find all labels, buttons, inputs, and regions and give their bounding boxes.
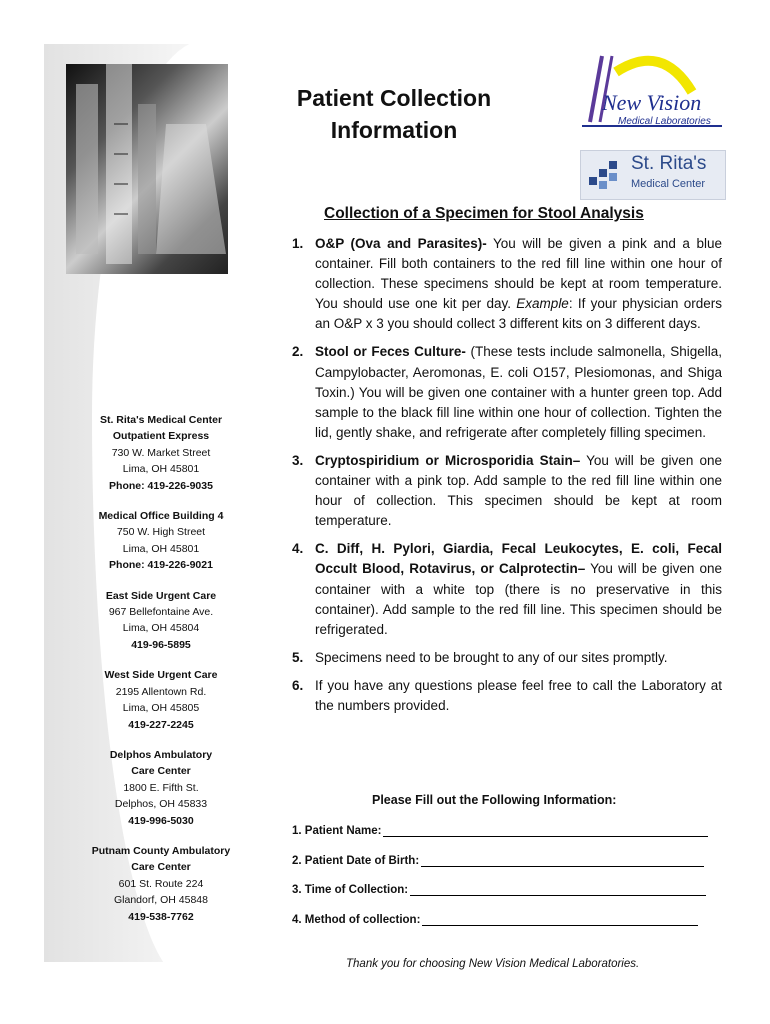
- site-contact: [86, 508, 236, 574]
- site-city: Lima, OH 45805: [122, 702, 200, 715]
- item-body-2: : If your physician orders an O&P x 3 you should collect 3 different kits on 3 different days.: [315, 296, 722, 332]
- logo-text-medical-center: Medical Center: [631, 178, 705, 190]
- site-name: Medical Office Building 4: [98, 510, 224, 523]
- page-title-line2: Information: [330, 117, 458, 143]
- item-body: (These tests include salmonella, Shigella, Campylobacter, Aeromonas, E. coli O157, Plesiomonas, and Shiga Toxin.) You will be given one container with a hunter green top. Add sample to the black fill line within one hour of collection. Tighten the lid, gently shake, and refrigerate after completely filling specimen.: [315, 344, 722, 440]
- site-address: 601 St. Route 224: [118, 877, 204, 890]
- site-address: 967 Bellefontaine Ave.: [108, 606, 214, 619]
- item-bold: O&P (Ova and Parasites)-: [315, 236, 487, 251]
- item-text: [315, 676, 722, 716]
- item-number: 4.: [292, 541, 304, 557]
- field-label: 2. Patient Date of Birth:: [292, 855, 420, 867]
- site-name-2: Outpatient Express: [112, 430, 210, 443]
- new-vision-logo: [572, 52, 728, 136]
- logo-text-st-ritas: St. Rita's: [631, 153, 707, 174]
- page-title-line1: Patient Collection: [296, 85, 492, 111]
- site-phone: Phone: 419-226-9035: [109, 479, 213, 492]
- list-item: [292, 648, 722, 668]
- site-name-2: Care Center: [131, 765, 191, 778]
- patient-dob-field[interactable]: [292, 854, 704, 867]
- form-title: Please Fill out the Following Information:: [372, 793, 617, 807]
- item-number: 1.: [292, 236, 304, 251]
- site-address: 730 W. Market Street: [111, 446, 211, 459]
- site-phone: 419-227-2245: [128, 718, 194, 731]
- thank-you-note: Thank you for choosing New Vision Medical Laboratories.: [346, 958, 640, 970]
- list-item: [292, 342, 722, 442]
- site-name: West Side Urgent Care: [104, 669, 218, 682]
- site-city: Lima, OH 45801: [122, 463, 200, 476]
- item-number: 3.: [292, 452, 304, 468]
- site-name: Putnam County Ambulatory: [91, 844, 231, 857]
- item-bold: Cryptospiridium or Microsporidia Stain–: [315, 452, 581, 468]
- page-title: [282, 82, 506, 146]
- site-address: 1800 E. Fifth St.: [123, 781, 199, 794]
- field-label: 3. Time of Collection:: [292, 884, 409, 896]
- fill-line[interactable]: [410, 883, 706, 896]
- item-bold: C. Diff, H. Pylori, Giardia, Fecal Leukocytes, E. coli, Fecal Occult Blood, Rotavirus, or Calprotectin–: [315, 541, 722, 577]
- site-name: Delphos Ambulatory: [109, 748, 213, 761]
- lab-glassware-image: [66, 64, 228, 274]
- logo-text-medical-laboratories: Medical Laboratories: [618, 116, 711, 127]
- item-number: 5.: [292, 649, 304, 665]
- list-item: [292, 234, 722, 334]
- site-name: St. Rita's Medical Center: [99, 414, 223, 426]
- item-text: [315, 342, 722, 442]
- site-city: Lima, OH 45801: [122, 542, 200, 555]
- site-city: Delphos, OH 45833: [114, 798, 208, 811]
- item-number: 6.: [292, 677, 304, 693]
- site-contact: [86, 843, 236, 925]
- item-italic: Example: [516, 296, 569, 312]
- site-phone: 419-96-5895: [131, 638, 191, 651]
- fill-line[interactable]: [383, 824, 708, 837]
- item-text: [315, 451, 722, 531]
- site-contact: [86, 747, 236, 829]
- site-phone: Phone: 419-226-9021: [109, 559, 213, 572]
- fill-line[interactable]: [422, 913, 698, 926]
- item-text: [315, 539, 722, 639]
- site-contact: [86, 667, 236, 733]
- site-phone: 419-538-7762: [128, 910, 194, 923]
- list-item: [292, 539, 722, 639]
- item-number: 2.: [292, 344, 304, 360]
- site-name: East Side Urgent Care: [105, 589, 217, 602]
- item-body: You will be given a pink and a blue container. Fill both containers to the red fill line within one hour of collection. These specimens should be kept at room temperature. You should use one kit per day.: [315, 236, 722, 312]
- site-address: 750 W. High Street: [116, 526, 206, 539]
- instruction-list: [292, 234, 722, 724]
- item-body: You will be given one container with a pink top. Add sample to the red fill line within one hour of collection. This specimen should be kept at room temperature.: [315, 452, 722, 529]
- patient-name-field[interactable]: [292, 824, 708, 837]
- item-bold: Stool or Feces Culture-: [315, 344, 466, 360]
- site-contact: [86, 588, 236, 654]
- item-body: If you have any questions please feel free to call the Laboratory at the numbers provided.: [315, 677, 722, 713]
- site-name-2: Care Center: [131, 861, 191, 874]
- site-address: 2195 Allentown Rd.: [115, 685, 207, 698]
- list-item: [292, 451, 722, 531]
- site-phone: 419-996-5030: [128, 814, 194, 827]
- field-label: 4. Method of collection:: [292, 914, 421, 926]
- collection-method-field[interactable]: [292, 913, 698, 926]
- site-contact-list: [86, 412, 236, 939]
- site-city: Glandorf, OH 45848: [114, 894, 208, 907]
- item-text: [315, 234, 722, 334]
- section-heading: Collection of a Specimen for Stool Analysis: [324, 205, 644, 222]
- st-ritas-icon: [585, 153, 629, 197]
- item-text: [315, 648, 722, 668]
- item-body: Specimens need to be brought to any of our sites promptly.: [315, 649, 668, 665]
- st-ritas-logo: [580, 150, 726, 200]
- site-contact: [86, 412, 236, 494]
- fill-line[interactable]: [421, 854, 704, 867]
- field-label: 1. Patient Name:: [292, 825, 382, 837]
- site-city: Lima, OH 45804: [122, 622, 200, 635]
- list-item: [292, 676, 722, 716]
- item-body: You will be given one container with a white top (there is no preservative in this container). Add sample to the red fill line. This specimen should be refrigerated.: [315, 561, 722, 637]
- collection-time-field[interactable]: [292, 883, 706, 896]
- logo-text-new-vision: New Vision: [602, 90, 702, 115]
